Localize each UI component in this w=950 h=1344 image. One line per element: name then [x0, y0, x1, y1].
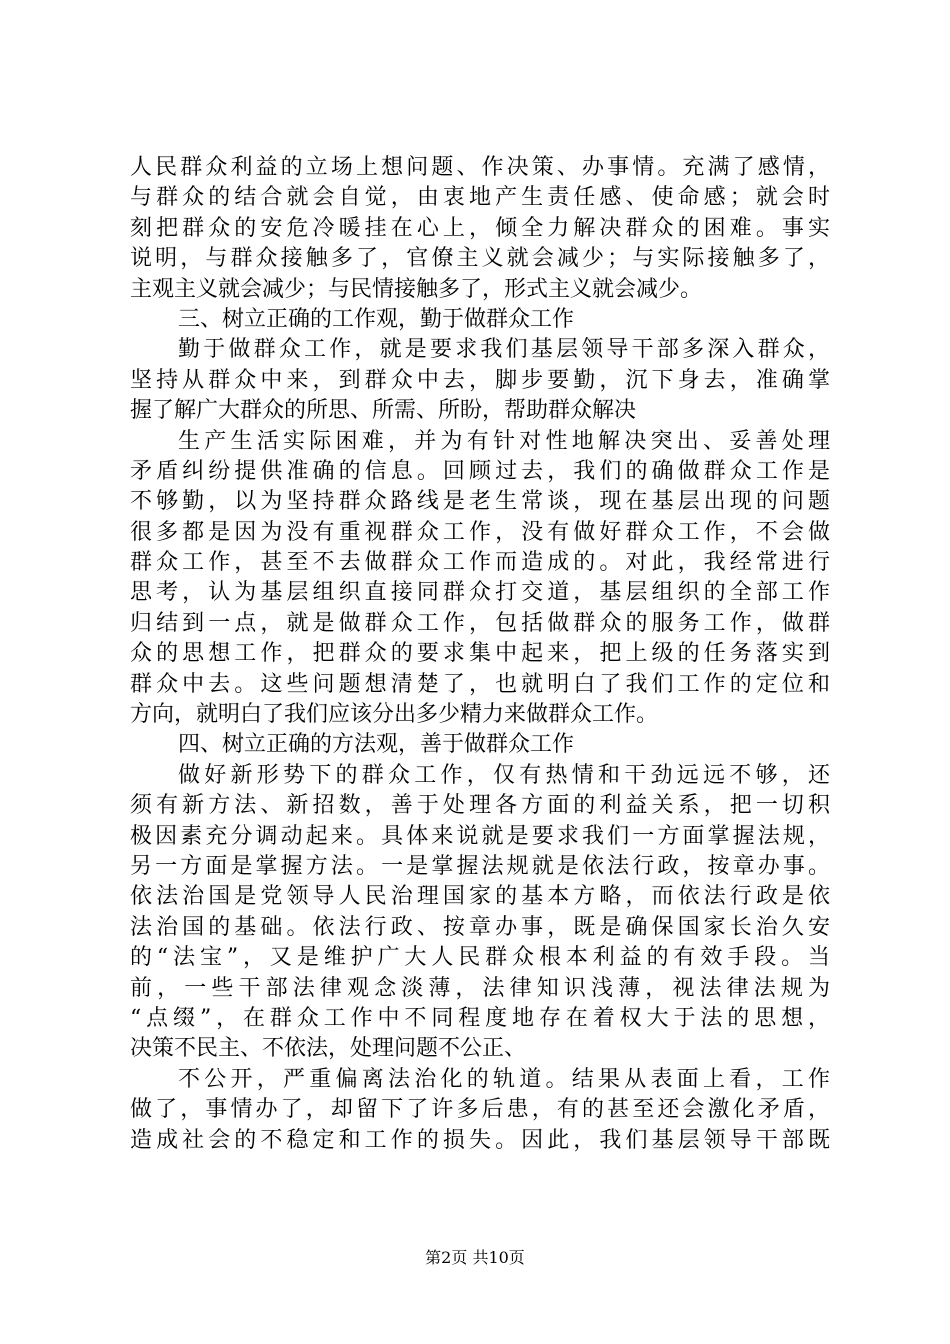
paragraph	[130, 427, 830, 731]
text-line: 的“法宝”，又是维护广大人民群众根本利益的有效手段。当	[130, 945, 830, 971]
text-line: 很多都是因为没有重视群众工作，没有做好群众工作，不会做	[130, 519, 830, 545]
text-line: 不够勤，以为坚持群众路线是老生常谈，现在基层出现的问题	[130, 489, 830, 515]
heading-line: 三、树立正确的工作观，勤于做群众工作	[178, 306, 575, 332]
text-line: 群众中去。这些问题想清楚了，也就明白了我们工作的定位和	[130, 671, 830, 697]
text-line: “点缀”，在群众工作中不同程度地存在着权大于法的思想，	[130, 1005, 830, 1031]
text-line: 不公开，严重偏离法治化的轨道。结果从表面上看，工作	[178, 1066, 830, 1092]
text-line: 主观主义就会减少；与民情接触多了，形式主义就会减少。	[130, 276, 703, 302]
text-line: 勤于做群众工作，就是要求我们基层领导干部多深入群众，	[178, 337, 830, 363]
text-line: 极因素充分调动起来。具体来说就是要求我们一方面掌握法规，	[130, 823, 830, 849]
text-line: 握了解广大群众的所思、所需、所盼，帮助群众解决	[130, 398, 637, 424]
text-line: 说明，与群众接触多了，官僚主义就会减少；与实际接触多了，	[130, 246, 830, 272]
text-line: 法治国的基础。依法行政、按章办事，既是确保国家长治久安	[130, 914, 830, 940]
text-line: 刻把群众的安危冷暖挂在心上，倾全力解决群众的困难。事实	[130, 215, 830, 241]
text-line: 前，一些干部法律观念淡薄，法律知识浅薄，视法律法规为	[130, 975, 830, 1001]
paragraph	[130, 761, 830, 1065]
text-line: 矛盾纠纷提供准确的信息。回顾过去，我们的确做群众工作是	[130, 458, 830, 484]
text-line: 思考，认为基层组织直接同群众打交道，基层组织的全部工作	[130, 580, 830, 606]
text-line: 众的思想工作，把群众的要求集中起来，把上级的任务落实到	[130, 641, 830, 667]
text-line: 做好新形势下的群众工作，仅有热情和干劲远远不够，还	[178, 762, 830, 788]
paragraph	[130, 153, 830, 305]
text-line: 坚持从群众中来，到群众中去，脚步要勤，沉下身去，准确掌	[130, 367, 830, 393]
text-line: 依法治国是党领导人民治理国家的基本方略，而依法行政是依	[130, 884, 830, 910]
page-number-footer: 第2页 共10页	[425, 1248, 525, 1267]
text-line: 决策不民主、不依法，处理问题不公正、	[130, 1036, 527, 1062]
text-line: 群众工作，甚至不去做群众工作而造成的。对此，我经常进行	[130, 550, 830, 576]
text-line: 造成社会的不稳定和工作的损失。因此，我们基层领导干部既	[130, 1127, 830, 1153]
text-line: 方向，就明白了我们应该分出多少精力来做群众工作。	[130, 702, 659, 728]
text-line: 另一方面是掌握方法。一是掌握法规就是依法行政，按章办事。	[130, 853, 830, 879]
section-heading-3	[130, 305, 830, 335]
text-line: 归结到一点，就是做群众工作，包括做群众的服务工作，做群	[130, 610, 830, 636]
paragraph	[130, 1065, 830, 1156]
section-heading-4	[130, 730, 830, 760]
text-line: 人民群众利益的立场上想问题、作决策、办事情。充满了感情，	[130, 155, 830, 180]
heading-line: 四、树立正确的方法观，善于做群众工作	[178, 732, 575, 758]
text-line: 与群众的结合就会自觉，由衷地产生责任感、使命感；就会时	[130, 185, 830, 211]
text-line: 须有新方法、新招数，善于处理各方面的利益关系，把一切积	[130, 793, 830, 819]
paragraph	[130, 335, 830, 426]
text-line: 生产生活实际困难，并为有针对性地解决突出、妥善处理	[178, 428, 830, 454]
document-body	[130, 153, 830, 1156]
text-line: 做了，事情办了，却留下了许多后患，有的甚至还会激化矛盾，	[130, 1097, 830, 1123]
